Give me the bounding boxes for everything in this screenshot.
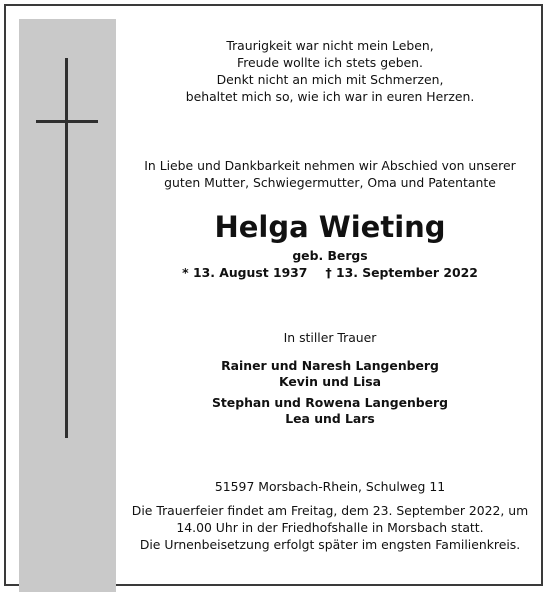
intro-line: In Liebe und Dankbarkeit nehmen wir Abschied von unserer — [144, 158, 516, 173]
family-line: Kevin und Lisa — [279, 374, 381, 389]
intro-text — [118, 157, 542, 191]
service-line: Die Trauerfeier findet am Freitag, dem 23. September 2022, um — [131, 503, 529, 518]
death-date: † 13. September 2022 — [325, 265, 478, 280]
service-line: 14.00 Uhr in der Friedhofshalle in Morsbach statt. — [176, 520, 484, 535]
deceased-name: Helga Wieting — [214, 210, 446, 244]
family-line: Stephan und Rowena Langenberg — [211, 395, 449, 410]
service-line: Die Urnenbeisetzung erfolgt später im engsten Familienkreis. — [139, 537, 521, 552]
family-group — [118, 395, 542, 427]
birth-name: geb. Bergs — [292, 248, 368, 263]
poem-line: Freude wollte ich stets geben. — [237, 55, 423, 70]
poem-line: Traurigkeit war nicht mein Leben, — [226, 38, 434, 53]
family-group — [118, 358, 542, 390]
birth-date: * 13. August 1937 — [182, 265, 308, 280]
poem-line: Denkt nicht an mich mit Schmerzen, — [216, 72, 444, 87]
family-line: Rainer und Naresh Langenberg — [221, 358, 439, 373]
intro-line: guten Mutter, Schwiegermutter, Oma und Patentante — [164, 175, 496, 190]
service-info — [118, 502, 542, 553]
cross-icon-vertical — [65, 58, 68, 438]
family-line: Lea und Lars — [285, 411, 375, 426]
mourning-label: In stiller Trauer — [283, 330, 377, 345]
address: 51597 Morsbach-Rhein, Schulweg 11 — [214, 479, 446, 494]
poem — [118, 37, 542, 105]
notice-content — [118, 0, 542, 591]
cross-icon-horizontal — [36, 120, 98, 123]
poem-line: behaltet mich so, wie ich war in euren Herzen. — [185, 89, 475, 104]
life-dates — [118, 265, 542, 280]
